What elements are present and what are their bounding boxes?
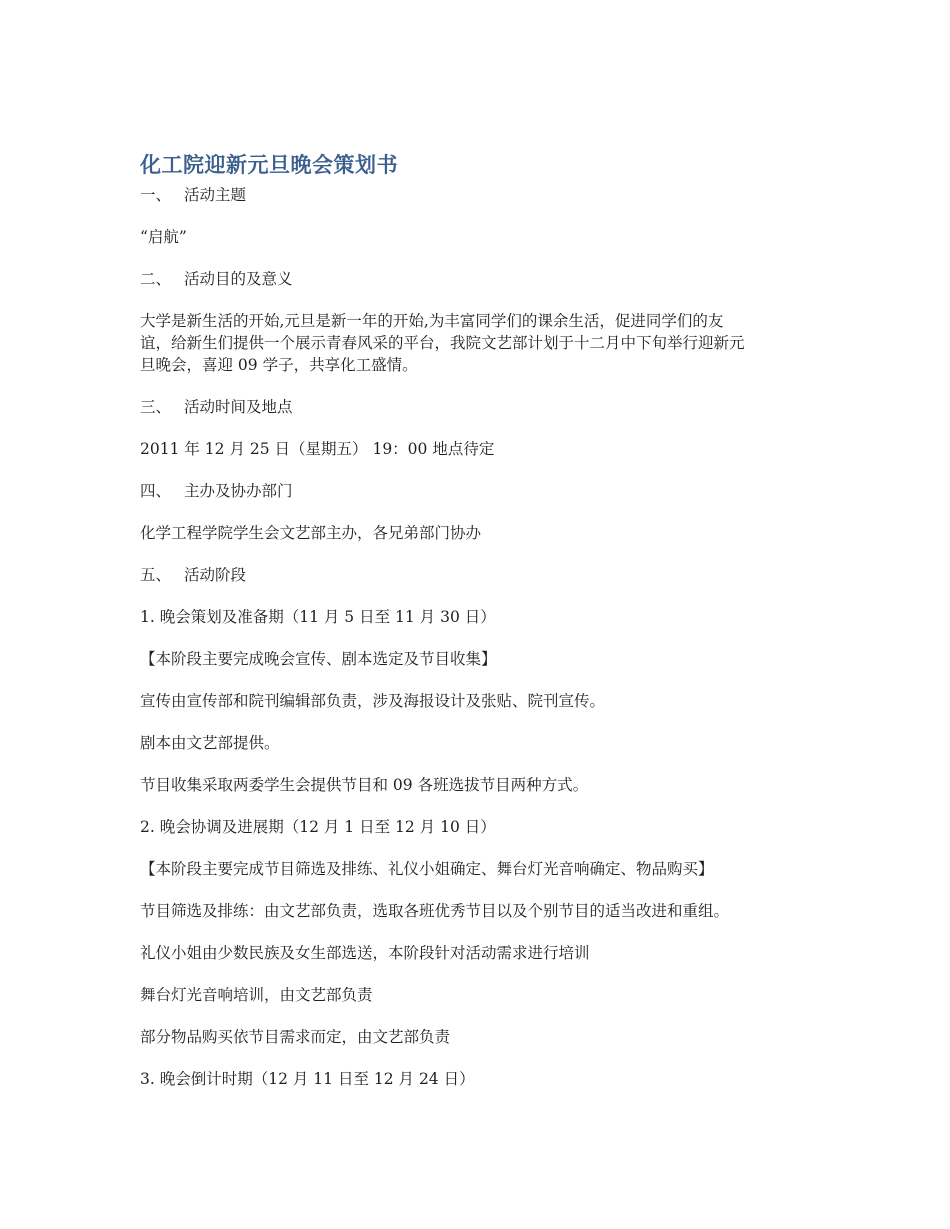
section-title: 主办及协办部门 [184, 482, 293, 500]
phase1-title: 1. 晚会策划及准备期（11 月 5 日至 11 月 30 日） [140, 608, 496, 626]
section-number: 二、 [140, 270, 172, 288]
section-title: 活动目的及意义 [184, 270, 293, 288]
section-title: 活动时间及地点 [184, 398, 293, 416]
phase2-line: 礼仪小姐由少数民族及女生部选送，本阶段针对活动需求进行培训 [140, 944, 590, 962]
purpose-line: 旦晚会，喜迎 09 学子，共享化工盛情。 [140, 356, 418, 374]
phase2-line: 节目筛选及排练：由文艺部负责，选取各班优秀节目以及个别节目的适当改进和重组。 [140, 902, 730, 920]
section-number: 四、 [140, 482, 172, 500]
phase2-summary: 【本阶段主要完成节目筛选及排练、礼仪小姐确定、舞台灯光音响确定、物品购买】 [140, 860, 714, 878]
section-number: 三、 [140, 398, 172, 416]
organizers-text: 化学工程学院学生会文艺部主办，各兄弟部门协办 [140, 524, 482, 542]
section-heading-purpose [140, 268, 820, 290]
phase2-title: 2. 晚会协调及进展期（12 月 1 日至 12 月 10 日） [140, 818, 496, 836]
purpose-line: 大学是新生活的开始,元旦是新一年的开始,为丰富同学们的课余生活，促进同学们的友 [140, 312, 724, 330]
purpose-paragraph [140, 310, 820, 376]
phase3-title: 3. 晚会倒计时期（12 月 11 日至 12 月 24 日） [140, 1070, 475, 1088]
phase1-line: 剧本由文艺部提供。 [140, 734, 280, 752]
phase1-summary: 【本阶段主要完成晚会宣传、剧本选定及节目收集】 [140, 650, 497, 668]
time-place-text: 2011 年 12 月 25 日（星期五） 19：00 地点待定 [140, 440, 495, 458]
section-heading-time-place [140, 396, 820, 418]
document-content [140, 150, 820, 1090]
section-title: 活动主题 [184, 186, 247, 204]
phase2-line: 舞台灯光音响培训，由文艺部负责 [140, 986, 373, 1004]
theme-text: “启航” [140, 228, 187, 246]
section-heading-theme [140, 184, 820, 206]
section-number: 一、 [140, 186, 172, 204]
phase1-line: 节目收集采取两委学生会提供节目和 09 各班选拔节目两种方式。 [140, 776, 589, 794]
section-number: 五、 [140, 566, 172, 584]
section-heading-organizers [140, 480, 820, 502]
document-title: 化工院迎新元旦晚会策划书 [140, 153, 398, 177]
section-title: 活动阶段 [184, 566, 247, 584]
section-heading-phases [140, 564, 820, 586]
purpose-line: 谊，给新生们提供一个展示青春风采的平台，我院文艺部计划于十二月中下旬举行迎新元 [140, 334, 745, 352]
phase1-line: 宣传由宣传部和院刊编辑部负责，涉及海报设计及张贴、院刊宣传。 [140, 692, 606, 710]
phase2-line: 部分物品购买依节目需求而定，由文艺部负责 [140, 1028, 451, 1046]
